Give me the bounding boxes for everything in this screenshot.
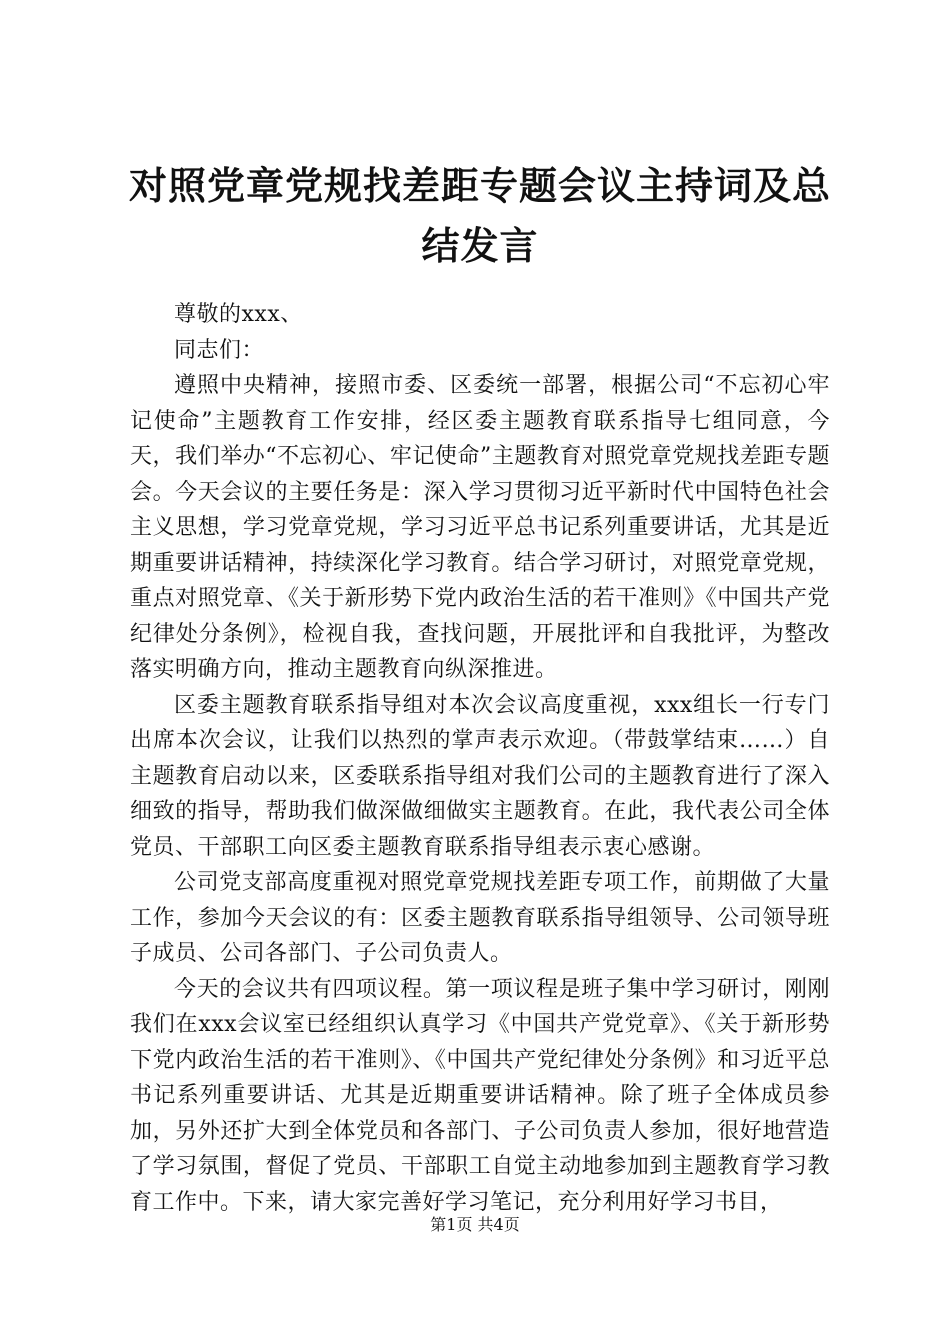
body-paragraph: 区委主题教育联系指导组对本次会议高度重视，xxx组长一行专门出席本次会议，让我们以热烈的掌声表示欢迎。（带鼓掌结束……）自主题教育启动以来，区委联系指导组对我们公司的主题教育进行了深入细致的指导，帮助我们做深做细做实主题教育。在此，我代表公司全体党员、干部职工向区委主题教育联系指导组表示衷心感谢。 [130, 692, 830, 860]
page-footer: 第1页 共4页 [430, 1215, 520, 1234]
body-paragraph: 今天的会议共有四项议程。第一项议程是班子集中学习研讨，刚刚我们在xxx会议室已经组织认真学习《中国共产党党章》、《关于新形势下党内政治生活的若干准则》、《中国共产党纪律处分条例》和习近平总书记系列重要讲话、尤其是近期重要讲话精神。除了班子全体成员参加，另外还扩大到全体党员和各部门、子公司负责人参加，很好地营造了学习氛围，督促了党员、干部职工自觉主动地参加到主题教育学习教育工作中。下来，请大家完善好学习笔记，充分利用好学习书目， [130, 976, 830, 1215]
document-title: 对照党章党规找差距专题会议主持词及总结发言 [128, 163, 831, 268]
body-paragraph: 公司党支部高度重视对照党章党规找差距专项工作，前期做了大量工作，参加今天会议的有：区委主题教育联系指导组领导、公司领导班子成员、公司各部门、子公司负责人。 [130, 870, 830, 966]
body-paragraph: 遵照中央精神，接照市委、区委统一部署，根据公司“不忘初心牢记使命”主题教育工作安排，经区委主题教育联系指导七组同意，今天，我们举办“不忘初心、牢记使命”主题教育对照党章党规找差距专题会。今天会议的主要任务是：深入学习贯彻习近平新时代中国特色社会主义思想，学习党章党规，学习习近平总书记系列重要讲话，尤其是近期重要讲话精神，持续深化学习教育。结合学习研讨，对照党章党规，重点对照党章、《关于新形势下党内政治生活的若干准则》《中国共产党纪律处分条例》，检视自我，查找问题，开展批评和自我批评，为整改落实明确方向，推动主题教育向纵深推进。 [130, 373, 830, 682]
document-body [130, 297, 830, 1220]
salutation-line: 尊敬的xxx、 [174, 302, 303, 327]
salutation-line: 同志们： [174, 337, 265, 363]
